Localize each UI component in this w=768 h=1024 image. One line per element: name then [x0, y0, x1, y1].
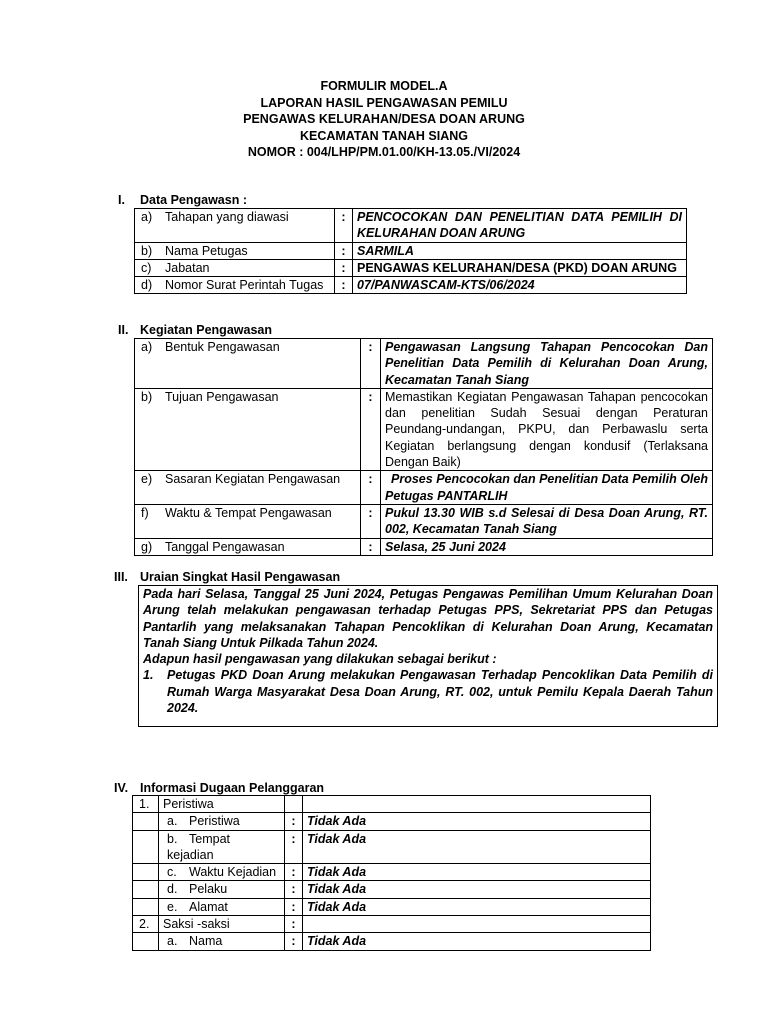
sub-letter: b.: [167, 831, 178, 846]
group-number: 2.: [133, 916, 159, 933]
section-2-label: Kegiatan Pengawasan: [140, 323, 272, 337]
colon-separator: :: [335, 242, 353, 259]
section-4-title: [114, 780, 324, 796]
sub-label-text: Pelaku: [189, 882, 228, 897]
row-letter: b): [141, 389, 153, 404]
section-1-title: [118, 192, 247, 208]
colon-separator: :: [285, 916, 303, 933]
table-row: [135, 209, 687, 243]
section-3-title: [114, 569, 340, 585]
table-row: [133, 830, 651, 864]
group-number: 1.: [133, 796, 159, 813]
document-header: [0, 78, 768, 161]
colon-separator: :: [285, 881, 303, 898]
sub-letter: a.: [167, 814, 178, 829]
sub-value: Tidak Ada: [303, 864, 651, 881]
document-number: NOMOR : 004/LHP/PM.01.00/KH-13.05./VI/2024: [247, 145, 521, 159]
colon-separator: :: [361, 388, 381, 470]
row-value: Memastikan Kegiatan Pengawasan Tahapan pencocokan dan penelitian Sudah Sesuai dengan Peraturan Peundang-undangan, PKPU, dan Perbawaslu serta Kegiatan berlangsung dengan kondusif (Terlaksana Dengan Baik): [381, 388, 713, 470]
colon-separator: :: [361, 538, 381, 555]
colon-separator: :: [285, 830, 303, 864]
row-letter: a): [141, 340, 153, 354]
row-label-text: Tahapan yang diawasi: [165, 210, 289, 224]
sub-letter: c.: [167, 865, 177, 880]
section-1-number: I.: [118, 193, 125, 207]
colon-cell: [285, 796, 303, 813]
list-item: [143, 667, 713, 716]
row-label: [135, 242, 335, 259]
row-letter: f): [141, 505, 149, 520]
row-label: [135, 471, 361, 505]
sub-label: [159, 813, 285, 830]
row-value: Pukul 13.30 WIB s.d Selesai di Desa Doan Arung, RT. 002, Kecamatan Tanah Siang: [381, 504, 713, 538]
colon-separator: :: [335, 209, 353, 243]
row-label: [135, 538, 361, 555]
sub-value: Tidak Ada: [303, 898, 651, 915]
sub-label-text: Waktu Kejadian: [189, 865, 277, 880]
row-letter: d): [141, 278, 153, 293]
group-label: Saksi -saksi: [159, 916, 285, 933]
row-label: [135, 259, 335, 276]
table-row: [135, 388, 713, 470]
row-letter: e): [141, 472, 153, 487]
empty-cell: [133, 830, 159, 864]
row-label-text: Bentuk Pengawasan: [165, 340, 280, 354]
sub-label: [159, 898, 285, 915]
supervisor-title: PENGAWAS KELURAHAN/DESA DOAN ARUNG: [243, 112, 525, 126]
list-item-text: Petugas PKD Doan Arung melakukan Pengawasan Terhadap Pencoklikan Data Pemilih di Rumah Warga Masyarakat Desa Doan Arung, RT. 002, untuk Pemilu Kepala Daerah Tahun 2024.: [167, 668, 713, 716]
row-label-text: Nama Petugas: [165, 243, 248, 258]
row-label-text: Tujuan Pengawasan: [165, 389, 279, 404]
row-letter: b): [141, 243, 153, 258]
table-row: [133, 813, 651, 830]
summary-box: [138, 585, 718, 727]
colon-separator: :: [285, 864, 303, 881]
group-label: Peristiwa: [159, 796, 285, 813]
row-value: SARMILA: [353, 242, 687, 259]
sub-label: [159, 933, 285, 950]
colon-separator: :: [361, 339, 381, 389]
table-row: [135, 339, 713, 389]
table-row: [135, 259, 687, 276]
group-value: [303, 796, 651, 813]
table-row: [133, 916, 651, 933]
row-label: [135, 209, 335, 243]
group-value: [303, 916, 651, 933]
row-label-text: Jabatan: [165, 260, 210, 275]
table-row: [133, 898, 651, 915]
colon-separator: :: [285, 933, 303, 950]
empty-cell: [133, 864, 159, 881]
form-model-title: FORMULIR MODEL.A: [320, 79, 448, 93]
row-value: Proses Pencocokan dan Penelitian Data Pemilih Oleh Petugas PANTARLIH: [381, 471, 713, 505]
table-row: [135, 277, 687, 294]
row-label-text: Sasaran Kegiatan Pengawasan: [165, 472, 341, 487]
table-row: [135, 242, 687, 259]
sub-value: Tidak Ada: [303, 813, 651, 830]
row-label-text: Nomor Surat Perintah Tugas: [165, 278, 324, 293]
row-label: [135, 504, 361, 538]
district-title: KECAMATAN TANAH SIANG: [299, 128, 469, 143]
section-4-number: IV.: [114, 781, 129, 795]
section-4-label: Informasi Dugaan Pelanggaran: [140, 781, 325, 795]
row-value: PENGAWAS KELURAHAN/DESA (PKD) DOAN ARUNG: [353, 259, 687, 276]
colon-separator: :: [335, 277, 353, 294]
sub-value: Tidak Ada: [303, 881, 651, 898]
row-value: Pengawasan Langsung Tahapan Pencocokan Dan Penelitian Data Pemilih di Kelurahan Doan Arung, Kecamatan Tanah Siang: [381, 339, 713, 389]
section-1-table: [134, 208, 687, 294]
row-value: Selasa, 25 Juni 2024: [381, 538, 713, 555]
report-title: LAPORAN HASIL PENGAWASAN PEMILU: [260, 95, 508, 110]
row-label: [135, 388, 361, 470]
table-row: [135, 471, 713, 505]
table-row: [135, 504, 713, 538]
section-2-table: [134, 338, 713, 556]
list-item-number: 1.: [143, 668, 154, 683]
row-value: 07/PANWASCAM-KTS/06/2024: [353, 277, 687, 294]
section-2-title: [118, 322, 272, 338]
sub-label: [159, 830, 285, 864]
colon-separator: :: [285, 898, 303, 915]
table-row: [133, 864, 651, 881]
sub-letter: a.: [167, 934, 178, 949]
row-label: [135, 277, 335, 294]
colon-separator: :: [335, 259, 353, 276]
empty-cell: [133, 898, 159, 915]
section-2-number: II.: [118, 323, 129, 337]
row-letter: a): [141, 210, 153, 224]
sub-label: [159, 881, 285, 898]
row-value: PENCOCOKAN DAN PENELITIAN DATA PEMILIH DI KELURAHAN DOAN ARUNG: [353, 209, 687, 243]
row-letter: c): [141, 260, 152, 275]
sub-letter: e.: [167, 899, 178, 914]
sub-label-text: Peristiwa: [189, 814, 240, 829]
summary-paragraph: Pada hari Selasa, Tanggal 25 Juni 2024, Petugas Pengawas Pemilihan Umum Kelurahan Doan Arung telah melakukan pengawasan terhadap Petugas PPS, Sekretariat PPS dan Petugas Pantarlih yang melaksanakan Tahapan Pencoklikan di Kelurahan Doan Arung, Kecamatan Tanah Siang Untuk Pilkada Tahun 2024.: [143, 587, 713, 650]
sub-letter: d.: [167, 882, 178, 897]
sub-label-text: Nama: [189, 934, 223, 949]
sub-label: [159, 864, 285, 881]
row-label-text: Waktu & Tempat Pengawasan: [165, 505, 332, 520]
colon-separator: :: [361, 471, 381, 505]
section-3-number: III.: [114, 570, 128, 584]
empty-cell: [133, 813, 159, 830]
section-1-label: Data Pengawasn :: [140, 193, 247, 207]
row-letter: g): [141, 539, 153, 554]
section-3-label: Uraian Singkat Hasil Pengawasan: [140, 570, 341, 584]
colon-separator: :: [285, 813, 303, 830]
empty-cell: [133, 933, 159, 950]
sub-value: Tidak Ada: [303, 933, 651, 950]
sub-value: Tidak Ada: [303, 830, 651, 864]
section-4-table: [132, 795, 651, 951]
row-label: [135, 339, 361, 389]
colon-separator: :: [361, 504, 381, 538]
summary-intro: Adapun hasil pengawasan yang dilakukan sebagai berikut :: [143, 652, 497, 667]
table-row: [135, 538, 713, 555]
table-row: [133, 881, 651, 898]
sub-label-text: Alamat: [189, 899, 228, 914]
table-row: [133, 933, 651, 950]
row-label-text: Tanggal Pengawasan: [165, 539, 285, 554]
empty-cell: [133, 881, 159, 898]
table-row: [133, 796, 651, 813]
sub-label-text: Tempat kejadian: [167, 831, 230, 862]
